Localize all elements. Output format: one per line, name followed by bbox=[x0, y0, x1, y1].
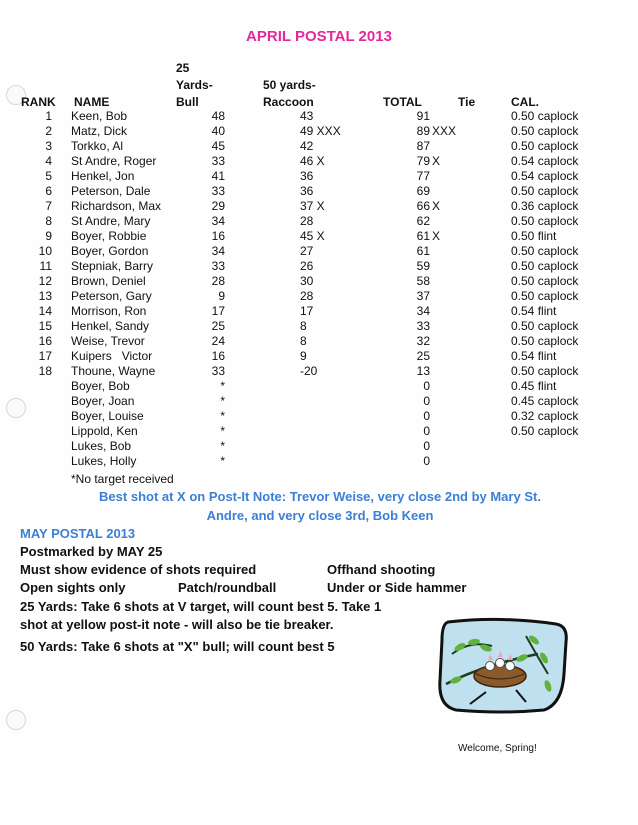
rank-cell: 1 bbox=[45, 109, 52, 123]
caliber-cell: 0.45 flint bbox=[511, 379, 557, 393]
total-cell: 0 bbox=[423, 394, 430, 408]
table-row bbox=[0, 139, 638, 154]
table-row bbox=[0, 199, 638, 214]
table-row bbox=[0, 394, 638, 409]
name-cell: Lukes, Bob bbox=[71, 439, 132, 453]
caliber-cell: 0.50 caplock bbox=[511, 244, 579, 258]
caliber-cell: 0.50 caplock bbox=[511, 289, 579, 303]
yards25-cell: 25 bbox=[211, 319, 225, 333]
table-row bbox=[0, 289, 638, 304]
yards25-cell: * bbox=[220, 409, 225, 423]
caliber-cell: 0.50 caplock bbox=[511, 184, 579, 198]
total-cell: 0 bbox=[423, 439, 430, 453]
header-total: TOTAL bbox=[383, 95, 422, 109]
yards50-cell: 36 bbox=[300, 169, 314, 183]
name-cell: Richardson, Max bbox=[71, 199, 162, 213]
table-row bbox=[0, 214, 638, 229]
yards50-cell: 30 bbox=[300, 274, 314, 288]
header-50-yards bbox=[263, 77, 316, 111]
rank-cell: 17 bbox=[38, 349, 52, 363]
yards25-cell: 45 bbox=[211, 139, 225, 153]
may-open-sights: Open sights only bbox=[20, 580, 126, 595]
table-row bbox=[0, 349, 638, 364]
header-25-line3: Bull bbox=[176, 95, 199, 109]
yards25-cell: * bbox=[220, 379, 225, 393]
total-cell: 69 bbox=[416, 184, 430, 198]
yards50-cell: 9 bbox=[300, 349, 307, 363]
rank-cell: 4 bbox=[45, 154, 52, 168]
header-50-line2: Raccoon bbox=[263, 95, 314, 109]
total-cell: 66 bbox=[416, 199, 430, 213]
bird-nest-icon bbox=[426, 614, 576, 716]
name-cell: Thoune, Wayne bbox=[71, 364, 156, 378]
name-cell: Boyer, Bob bbox=[71, 379, 130, 393]
table-row bbox=[0, 184, 638, 199]
name-cell: Henkel, Sandy bbox=[71, 319, 150, 333]
table-row bbox=[0, 304, 638, 319]
header-tie: Tie bbox=[458, 95, 476, 109]
name-cell: Boyer, Robbie bbox=[71, 229, 147, 243]
yards25-cell: * bbox=[220, 454, 225, 468]
may-offhand: Offhand shooting bbox=[327, 562, 436, 577]
best-shot-line2: Andre, and very close 3rd, Bob Keen bbox=[206, 508, 434, 523]
rank-cell: 9 bbox=[45, 229, 52, 243]
yards25-cell: * bbox=[220, 394, 225, 408]
may-postal-heading: MAY POSTAL 2013 bbox=[20, 526, 136, 541]
yards50-cell: 46 X bbox=[300, 154, 325, 168]
table-row bbox=[0, 109, 638, 124]
total-cell: 37 bbox=[416, 289, 430, 303]
total-cell: 0 bbox=[423, 379, 430, 393]
caliber-cell: 0.32 caplock bbox=[511, 409, 579, 423]
yards50-cell: 8 bbox=[300, 334, 307, 348]
rank-cell: 3 bbox=[45, 139, 52, 153]
total-cell: 62 bbox=[416, 214, 430, 228]
yards25-cell: 24 bbox=[211, 334, 225, 348]
caliber-cell: 0.50 caplock bbox=[511, 334, 579, 348]
name-cell: Henkel, Jon bbox=[71, 169, 135, 183]
yards25-cell: 29 bbox=[211, 199, 225, 213]
name-cell: Matz, Dick bbox=[71, 124, 128, 138]
yards50-cell: 49 XXX bbox=[300, 124, 341, 138]
rank-cell: 18 bbox=[38, 364, 52, 378]
yards25-cell: 28 bbox=[211, 274, 225, 288]
name-cell: Weise, Trevor bbox=[71, 334, 145, 348]
header-25-line1: 25 bbox=[176, 61, 190, 75]
total-cell: 32 bbox=[416, 334, 430, 348]
caliber-cell: 0.54 flint bbox=[511, 304, 557, 318]
caliber-cell: 0.50 caplock bbox=[511, 319, 579, 333]
yards25-cell: 33 bbox=[211, 259, 225, 273]
total-cell: 34 bbox=[416, 304, 430, 318]
caliber-cell: 0.54 caplock bbox=[511, 154, 579, 168]
name-cell: Keen, Bob bbox=[71, 109, 128, 123]
may-postmarked: Postmarked by MAY 25 bbox=[20, 544, 163, 559]
yards25-cell: 33 bbox=[211, 184, 225, 198]
name-cell: Morrison, Ron bbox=[71, 304, 147, 318]
total-cell: 33 bbox=[416, 319, 430, 333]
caliber-cell: 0.50 caplock bbox=[511, 259, 579, 273]
total-cell: 87 bbox=[416, 139, 430, 153]
yards50-cell: 28 bbox=[300, 289, 314, 303]
yards25-cell: 9 bbox=[218, 289, 225, 303]
results-table bbox=[0, 109, 638, 469]
caliber-cell: 0.54 flint bbox=[511, 349, 557, 363]
yards50-cell: 28 bbox=[300, 214, 314, 228]
total-cell: 0 bbox=[423, 454, 430, 468]
yards50-cell: -20 bbox=[300, 364, 318, 378]
name-cell: Stepniak, Barry bbox=[71, 259, 154, 273]
yards50-cell: 37 X bbox=[300, 199, 325, 213]
yards25-cell: 33 bbox=[211, 364, 225, 378]
yards25-cell: * bbox=[220, 424, 225, 438]
total-cell: 59 bbox=[416, 259, 430, 273]
yards25-cell: 17 bbox=[211, 304, 225, 318]
rank-cell: 7 bbox=[45, 199, 52, 213]
total-x-cell: XXX bbox=[432, 124, 457, 138]
may-25-yards-line2: shot at yellow post-it note - will also be tie breaker. bbox=[20, 617, 334, 632]
header-cal: CAL. bbox=[511, 95, 539, 109]
name-cell: Peterson, Dale bbox=[71, 184, 151, 198]
table-row bbox=[0, 244, 638, 259]
name-cell: Lukes, Holly bbox=[71, 454, 137, 468]
total-cell: 61 bbox=[416, 244, 430, 258]
yards25-cell: 34 bbox=[211, 214, 225, 228]
table-row bbox=[0, 439, 638, 454]
page-title: APRIL POSTAL 2013 bbox=[246, 28, 392, 45]
yards50-cell: 45 X bbox=[300, 229, 325, 243]
name-cell: Boyer, Gordon bbox=[71, 244, 149, 258]
table-row bbox=[0, 379, 638, 394]
caliber-cell: 0.45 caplock bbox=[511, 394, 579, 408]
rank-cell: 6 bbox=[45, 184, 52, 198]
table-row bbox=[0, 259, 638, 274]
table-row bbox=[0, 229, 638, 244]
yards25-cell: 33 bbox=[211, 154, 225, 168]
total-cell: 77 bbox=[416, 169, 430, 183]
may-hammer: Under or Side hammer bbox=[327, 580, 467, 595]
name-cell: St Andre, Roger bbox=[71, 154, 157, 168]
may-evidence: Must show evidence of shots required bbox=[20, 562, 257, 577]
name-cell: Boyer, Joan bbox=[71, 394, 135, 408]
yards25-cell: 41 bbox=[211, 169, 225, 183]
rank-cell: 8 bbox=[45, 214, 52, 228]
name-cell: Lippold, Ken bbox=[71, 424, 138, 438]
caliber-cell: 0.50 caplock bbox=[511, 124, 579, 138]
binder-hole bbox=[6, 710, 26, 730]
rank-cell: 12 bbox=[38, 274, 52, 288]
yards50-cell: 36 bbox=[300, 184, 314, 198]
yards25-cell: 34 bbox=[211, 244, 225, 258]
rank-cell: 10 bbox=[38, 244, 52, 258]
name-cell: Kuipers Victor bbox=[71, 349, 153, 363]
header-50-line1: 50 yards- bbox=[263, 78, 316, 92]
table-row bbox=[0, 334, 638, 349]
total-cell: 13 bbox=[416, 364, 430, 378]
caliber-cell: 0.50 caplock bbox=[511, 214, 579, 228]
total-cell: 58 bbox=[416, 274, 430, 288]
table-row bbox=[0, 364, 638, 379]
caliber-cell: 0.50 caplock bbox=[511, 109, 579, 123]
name-cell: Brown, Deniel bbox=[71, 274, 146, 288]
yards25-cell: 40 bbox=[211, 124, 225, 138]
best-shot-note bbox=[20, 487, 620, 525]
rank-cell: 14 bbox=[38, 304, 52, 318]
table-row bbox=[0, 274, 638, 289]
yards25-cell: * bbox=[220, 439, 225, 453]
total-x-cell: X bbox=[432, 154, 441, 168]
name-cell: Peterson, Gary bbox=[71, 289, 152, 303]
table-row bbox=[0, 454, 638, 469]
rank-cell: 13 bbox=[38, 289, 52, 303]
total-cell: 25 bbox=[416, 349, 430, 363]
header-25-yards bbox=[176, 60, 213, 111]
yards50-cell: 8 bbox=[300, 319, 307, 333]
table-row bbox=[0, 124, 638, 139]
caliber-cell: 0.50 flint bbox=[511, 229, 557, 243]
yards50-cell: 17 bbox=[300, 304, 314, 318]
table-row bbox=[0, 409, 638, 424]
yards25-cell: 16 bbox=[211, 229, 225, 243]
yards50-cell: 26 bbox=[300, 259, 314, 273]
total-x-cell: X bbox=[432, 199, 441, 213]
rank-cell: 15 bbox=[38, 319, 52, 333]
yards50-cell: 27 bbox=[300, 244, 314, 258]
yards25-cell: 16 bbox=[211, 349, 225, 363]
header-rank: RANK bbox=[21, 95, 56, 109]
best-shot-line1: Best shot at X on Post-It Note: Trevor Weise, very close 2nd by Mary St. bbox=[99, 489, 541, 504]
table-row bbox=[0, 169, 638, 184]
yards25-cell: 48 bbox=[211, 109, 225, 123]
rank-cell: 16 bbox=[38, 334, 52, 348]
header-name: NAME bbox=[74, 95, 110, 109]
rank-cell: 2 bbox=[45, 124, 52, 138]
total-cell: 0 bbox=[423, 409, 430, 423]
table-row bbox=[0, 154, 638, 169]
table-row bbox=[0, 319, 638, 334]
illustration-caption: Welcome, Spring! bbox=[458, 743, 537, 754]
caliber-cell: 0.50 caplock bbox=[511, 274, 579, 288]
header-25-line2: Yards- bbox=[176, 78, 213, 92]
name-cell: Torkko, Al bbox=[71, 139, 124, 153]
caliber-cell: 0.50 caplock bbox=[511, 139, 579, 153]
rank-cell: 11 bbox=[39, 259, 52, 273]
total-cell: 61 bbox=[416, 229, 430, 243]
may-25-yards-line1: 25 Yards: Take 6 shots at V target, will count best 5. Take 1 bbox=[20, 599, 382, 614]
caliber-cell: 0.54 caplock bbox=[511, 169, 579, 183]
footnote: *No target received bbox=[71, 472, 174, 486]
total-cell: 91 bbox=[416, 109, 430, 123]
caliber-cell: 0.36 caplock bbox=[511, 199, 579, 213]
caliber-cell: 0.50 caplock bbox=[511, 424, 579, 438]
total-cell: 79 bbox=[416, 154, 430, 168]
yards50-cell: 43 bbox=[300, 109, 314, 123]
rank-cell: 5 bbox=[45, 169, 52, 183]
name-cell: Boyer, Louise bbox=[71, 409, 144, 423]
may-patch: Patch/roundball bbox=[178, 580, 277, 595]
caliber-cell: 0.50 caplock bbox=[511, 364, 579, 378]
name-cell: St Andre, Mary bbox=[71, 214, 151, 228]
total-cell: 0 bbox=[423, 424, 430, 438]
total-cell: 89 bbox=[416, 124, 430, 138]
table-row bbox=[0, 424, 638, 439]
total-x-cell: X bbox=[432, 229, 441, 243]
may-50-yards: 50 Yards: Take 6 shots at "X" bull; will count best 5 bbox=[20, 639, 335, 654]
yards50-cell: 42 bbox=[300, 139, 314, 153]
